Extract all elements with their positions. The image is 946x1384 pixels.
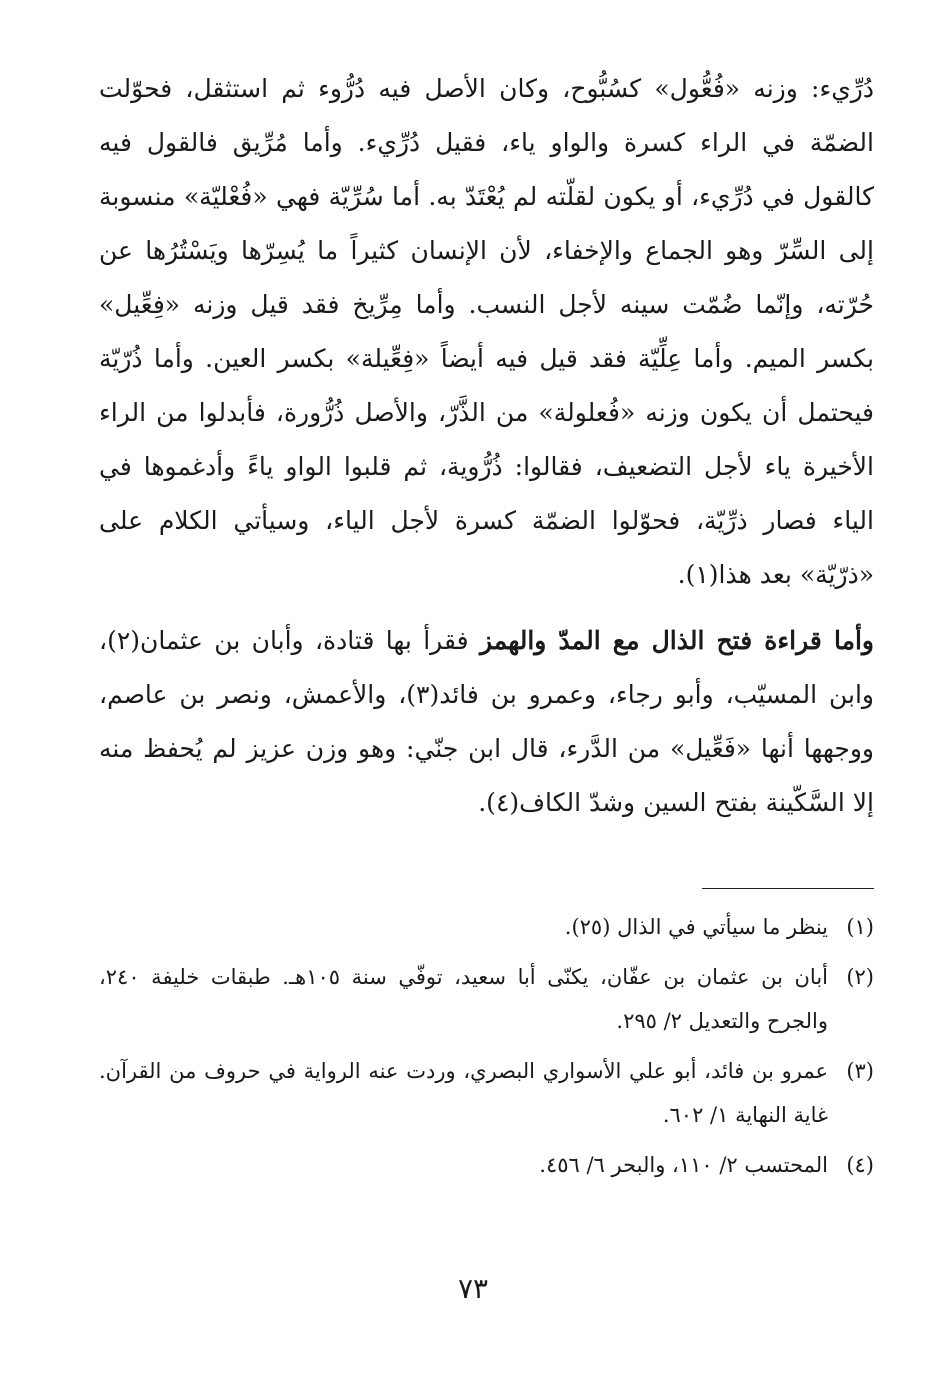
- page-number: ٧٣: [457, 1272, 489, 1305]
- main-text: [99, 62, 874, 830]
- footnote-2-number: (٢): [846, 965, 874, 989]
- footnote-2-text: أبان بن عثمان بن عفّان، يكنّى أبا سعيد، توفّي سنة ١٠٥هـ. طبقات خليفة ٢٤٠، والجرح والتعديل ٢/ ٢٩٥.: [99, 965, 829, 1033]
- footnote-2: [99, 955, 874, 1043]
- footnote-separator: [702, 888, 874, 889]
- footnote-3-text: عمرو بن فائد، أبو علي الأسواري البصري، وردت عنه الرواية في حروف من القرآن. غاية النهاية ١/ ٦٠٢.: [99, 1059, 828, 1127]
- paragraph-1: [99, 62, 874, 602]
- footnote-3-number: (٣): [846, 1059, 874, 1083]
- footnote-1-text: ينظر ما سيأتي في الذال (٢٥).: [564, 915, 828, 939]
- paragraph-1-text: دُرِّيء: وزنه «فُعُّول» كسُبُّوح، وكان الأصل فيه دُرُّوء ثم استثقل، فحوّلت الضمّة في الراء كسرة والواو ياء، فقيل دُرِّيء. وأما مُرِّيق فالقول فيه كالقول في دُرِّيء، أو يكون لقلّته لم يُعْتَدّ به. أما سُرِّيّة فهي «فُعْليّة» منسوبة إلى السِّرّ وهو الجماع والإخفاء، لأن الإنسان كثيراً ما يُسِرّها ويَسْتُرُها عن حُرّته، وإنّما ضُمّت سينه لأجل النسب. وأما مِرِّيخ فقد قيل وزنه «فِعِّيل» بكسر الميم. وأما عِلِّيّة فقد قيل فيه أيضاً «فِعِّيلة» بكسر العين. وأما ذُرّيّة فيحتمل أن يكون وزنه «فُعلولة» من الذَّرّ، والأصل ذُرُّورة، فأبدلوا من الراء الأخيرة ياء لأجل التضعيف، فقالوا: ذُرُّوية، ثم قلبوا الواو ياءً وأدغموها في الياء فصار ذرِّيّة، فحوّلوا الضمّة كسرة لأجل الياء، وسيأتي الكلام على «ذرّيّة» بعد هذا(١).: [99, 74, 874, 589]
- footnote-1: [99, 905, 874, 949]
- paragraph-2-lead: وأما قراءة فتح الذال مع المدّ والهمز: [479, 626, 875, 655]
- paragraph-2: [99, 614, 874, 830]
- footnote-4: [99, 1143, 874, 1187]
- footnote-3: [99, 1049, 874, 1137]
- paragraph-2-text: فقرأ بها قتادة، وأبان بن عثمان(٢)، وابن المسيّب، وأبو رجاء، وعمرو بن فائد(٣)، والأعمش، ونصر بن عاصم، ووجهها أنها «فَعِّيل» من الدَّرء، قال ابن جنّي: وهو وزن عزيز لم يُحفظ منه إلا السَّكّينة بفتح السين وشدّ الكاف(٤).: [99, 626, 874, 817]
- footnotes: [99, 905, 874, 1193]
- footnote-1-number: (١): [846, 915, 874, 939]
- footnote-4-text: المحتسب ٢/ ١١٠، والبحر ٦/ ٤٥٦.: [539, 1153, 828, 1177]
- footnote-4-number: (٤): [846, 1153, 874, 1177]
